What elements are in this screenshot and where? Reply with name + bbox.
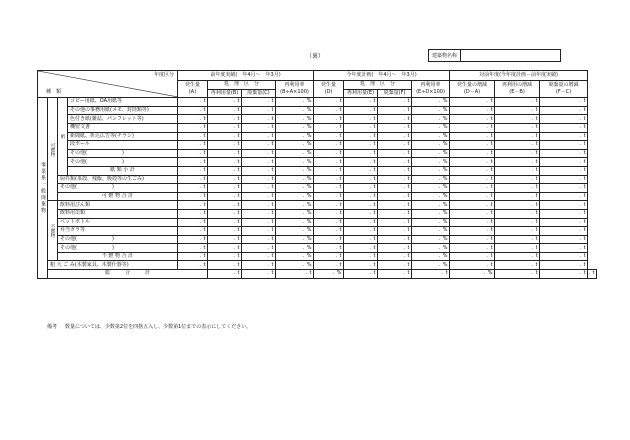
value-cell-diff-gen[interactable]: . t [450,218,495,227]
value-cell-diff-dis[interactable]: . t [540,106,588,115]
value-cell-recycle-e[interactable]: . t [344,175,378,184]
rate-prev-header: 再利用率 (B÷A×100) [276,81,314,98]
value-cell-diff-rec[interactable]: . t [495,192,540,201]
value-cell-gen-d[interactable]: . t [314,192,344,201]
value-cell-diff-rec[interactable]: . t [495,149,540,158]
value-cell-recycle-b[interactable]: . t [208,218,242,227]
value-cell-diff-rec[interactable]: . t [495,166,540,175]
value-cell-rate-prev[interactable]: . % [276,201,314,210]
row-label: コピー用紙、OA用紙等 [68,98,178,107]
value-cell-disposal-c[interactable]: . t [242,201,276,210]
value-cell-disposal-f[interactable]: . t [378,235,412,244]
value-cell-disposal-f[interactable]: . t [378,123,412,132]
value-cell-recycle-b[interactable]: . t [208,227,242,236]
value-cell-disposal-c[interactable]: . t [242,166,276,175]
value-cell-disposal-c[interactable]: . t [242,141,276,150]
row-label: 弁当ガラ等 [58,227,178,236]
value-cell-rate-curr[interactable]: . % [412,141,450,150]
value-cell-disposal-f[interactable]: . t [378,166,412,175]
value-cell-diff-gen[interactable]: . t [495,270,540,279]
value-cell-gen-d[interactable]: . t [314,123,344,132]
noncombustible-total-label: 不 燃 物 合 計 [58,252,178,261]
value-cell-recycle-b[interactable]: . t [208,252,242,261]
value-cell-recycle-e[interactable]: . t [344,132,378,141]
value-cell-disposal-c[interactable]: . t [242,218,276,227]
value-cell-diff-dis[interactable]: . t [540,261,588,270]
value-cell-gen-a[interactable]: . t [178,123,208,132]
corner-type-label: 種 類 [46,89,62,96]
value-cell-disposal-c[interactable]: . t [242,132,276,141]
value-cell-recycle-b[interactable]: . t [208,201,242,210]
value-cell-gen-a[interactable]: . t [178,261,208,270]
value-cell-diff-dis[interactable]: . t [540,235,588,244]
proc-curr-header: 処 理 区 分 [344,81,412,90]
value-cell-gen-a[interactable]: . t [178,132,208,141]
value-cell-disposal-f[interactable]: . t [378,252,412,261]
value-cell-recycle-e[interactable]: . t [344,218,378,227]
value-cell-recycle-b[interactable]: . t [208,235,242,244]
value-cell-disposal-c[interactable]: . t [242,192,276,201]
value-cell-rate-curr[interactable]: . % [412,209,450,218]
value-cell-disposal-c[interactable]: . t [242,106,276,115]
value-cell-rate-curr[interactable]: . % [412,192,450,201]
row-label: その他( ) [68,149,178,158]
value-cell-recycle-b[interactable]: . t [208,184,242,193]
value-cell-diff-dis[interactable]: . t [540,166,588,175]
value-cell-gen-a[interactable]: . t [178,106,208,115]
value-cell-rate-prev[interactable]: . % [276,115,314,124]
disposal-f-header: 廃棄量(F) [378,89,412,98]
value-cell-diff-rec[interactable]: . t [495,218,540,227]
value-cell-rate-prev[interactable]: . % [276,218,314,227]
value-cell-diff-gen[interactable]: . t [450,244,495,253]
row-label: その他の事務用紙(メモ、封筒類等) [68,106,178,115]
value-cell-disposal-f[interactable]: . t [378,244,412,253]
row-label: 厨芥類(茶殻、残飯、吸殻等の生ごみ) [58,175,178,184]
value-cell-rate-curr[interactable]: . % [412,201,450,210]
value-cell-diff-dis[interactable]: . t [540,123,588,132]
value-cell-diff-gen[interactable]: . t [450,166,495,175]
value-cell-recycle-e[interactable]: . t [344,235,378,244]
value-cell-disposal-f[interactable]: . t [378,149,412,158]
value-cell-recycle-e[interactable]: . t [344,115,378,124]
value-cell-diff-rec[interactable]: . t [495,227,540,236]
value-cell-diff-dis[interactable]: . t [540,227,588,236]
row-label: 飲料用缶類 [58,209,178,218]
value-cell-rate-curr[interactable]: . % [412,218,450,227]
value-cell-disposal-f[interactable]: . t [378,227,412,236]
value-cell-diff-rec[interactable]: . t [495,235,540,244]
value-cell-rate-prev[interactable]: . % [276,209,314,218]
value-cell-disposal-f[interactable]: . t [412,270,450,279]
value-cell-diff-dis[interactable]: . t [540,158,588,167]
value-cell-gen-a[interactable]: . t [178,98,208,107]
footnote [47,323,259,330]
value-cell-diff-gen[interactable]: . t [450,158,495,167]
value-cell-disposal-c[interactable]: . t [242,115,276,124]
value-cell-disposal-f[interactable]: . t [378,141,412,150]
value-cell-recycle-e[interactable]: . t [344,141,378,150]
value-cell-gen-a[interactable]: . t [178,209,208,218]
building-name-field[interactable] [461,50,561,62]
value-cell-disposal-c[interactable]: . t [242,123,276,132]
gen-a-header: 発生量 (A) [178,81,208,98]
value-cell-diff-rec[interactable]: . t [495,141,540,150]
row-label: 飲料用びん類 [58,201,178,210]
value-cell-rate-prev[interactable]: . % [276,192,314,201]
value-cell-diff-rec[interactable]: . t [495,209,540,218]
value-cell-rate-curr[interactable]: . % [412,244,450,253]
value-cell-diff-rec[interactable]: . t [495,132,540,141]
value-cell-rate-prev[interactable]: . % [276,123,314,132]
rate-curr-header: 再利用率 (E÷D×100) [412,81,450,98]
value-cell-diff-dis[interactable]: . t [540,201,588,210]
value-cell-disposal-c[interactable]: . t [242,98,276,107]
value-cell-diff-rec[interactable]: . t [540,270,588,279]
value-cell-rate-curr[interactable]: . % [412,235,450,244]
value-cell-rate-curr[interactable]: . % [412,115,450,124]
value-cell-gen-d[interactable]: . t [314,201,344,210]
value-cell-gen-d[interactable]: . t [314,115,344,124]
row-label: その他( ) [58,235,178,244]
value-cell-recycle-e[interactable]: . t [344,209,378,218]
footnote-label: 備考 [47,324,58,330]
value-cell-disposal-c[interactable]: . t [242,158,276,167]
value-cell-gen-a[interactable]: . t [178,175,208,184]
value-cell-rate-prev[interactable]: . % [276,235,314,244]
value-cell-diff-dis[interactable]: . t [540,175,588,184]
value-cell-recycle-e[interactable]: . t [344,166,378,175]
value-cell-recycle-b[interactable]: . t [208,123,242,132]
value-cell-diff-rec[interactable]: . t [495,115,540,124]
row-label: 段ボール [68,141,178,150]
value-cell-rate-curr[interactable]: . % [412,158,450,167]
value-cell-diff-rec[interactable]: . t [495,252,540,261]
value-cell-gen-a[interactable]: . t [178,184,208,193]
value-cell-gen-d[interactable]: . t [314,158,344,167]
value-cell-recycle-e[interactable]: . t [378,270,412,279]
value-cell-diff-gen[interactable]: . t [450,175,495,184]
waste-report-table [37,70,597,279]
value-cell-recycle-e[interactable]: . t [344,158,378,167]
recycle-b-header: 再利用量(B) [208,89,242,98]
value-cell-gen-a[interactable]: . t [178,158,208,167]
value-cell-diff-rec[interactable]: . t [495,106,540,115]
diff-rec-header: 再利用の増減 (E－B) [495,81,540,98]
value-cell-diff-rec[interactable]: . t [495,201,540,210]
value-cell-rate-curr[interactable]: . % [412,227,450,236]
value-cell-gen-a[interactable]: . t [178,192,208,201]
value-cell-rate-curr[interactable]: . % [412,149,450,158]
footnote-text: 数量については、少数第2位を四捨五入し、少数第1位までの表示にしてください。 [65,324,252,330]
value-cell-gen-d[interactable]: . t [314,149,344,158]
gen-d-header: 発生量 (D) [314,81,344,98]
value-cell-diff-gen[interactable]: . t [450,141,495,150]
value-cell-gen-d[interactable]: . t [314,218,344,227]
row-label: 新聞紙、折込広告等(チラシ) [68,132,178,141]
value-cell-recycle-b[interactable]: . t [208,192,242,201]
value-cell-rate-prev[interactable]: . % [276,166,314,175]
value-cell-recycle-b[interactable]: . t [208,98,242,107]
value-cell-recycle-e[interactable]: . t [344,252,378,261]
value-cell-gen-d[interactable]: . t [314,209,344,218]
value-cell-gen-d[interactable]: . t [314,132,344,141]
value-cell-recycle-b[interactable]: . t [208,175,242,184]
value-cell-diff-dis[interactable]: . t [540,192,588,201]
value-cell-gen-d[interactable]: . t [314,252,344,261]
value-cell-diff-dis[interactable]: . t [540,115,588,124]
value-cell-recycle-e[interactable]: . t [344,123,378,132]
value-cell-gen-a[interactable]: . t [178,201,208,210]
value-cell-gen-a[interactable]: . t [178,218,208,227]
value-cell-gen-a[interactable]: . t [178,141,208,150]
value-cell-recycle-b[interactable]: . t [242,270,276,279]
value-cell-diff-dis[interactable]: . t [540,184,588,193]
value-cell-disposal-f[interactable]: . t [378,261,412,270]
value-cell-disposal-f[interactable]: . t [378,106,412,115]
value-cell-gen-d[interactable]: . t [314,141,344,150]
value-cell-disposal-c[interactable]: . t [276,270,314,279]
value-cell-rate-curr[interactable]: . % [412,106,450,115]
paper-group: 紙 [58,98,68,175]
value-cell-rate-curr[interactable]: . % [412,184,450,193]
value-cell-disposal-c[interactable]: . t [242,227,276,236]
value-cell-disposal-c[interactable]: . t [242,175,276,184]
value-cell-rate-prev[interactable]: . % [276,261,314,270]
value-cell-rate-curr[interactable]: . % [412,252,450,261]
value-cell-diff-gen[interactable]: . t [450,132,495,141]
row-label: その他( ) [68,158,178,167]
value-cell-disposal-c[interactable]: . t [242,209,276,218]
value-cell-recycle-e[interactable]: . t [344,98,378,107]
value-cell-gen-d[interactable]: . t [314,235,344,244]
row-label: 色付き紙(雑誌、パンフレット等) [68,115,178,124]
value-cell-recycle-b[interactable]: . t [208,166,242,175]
value-cell-recycle-b[interactable]: . t [208,261,242,270]
value-cell-diff-gen[interactable]: . t [450,184,495,193]
value-cell-rate-prev[interactable]: . % [314,270,344,279]
value-cell-recycle-e[interactable]: . t [344,201,378,210]
value-cell-diff-dis[interactable]: . t [540,252,588,261]
value-cell-recycle-b[interactable]: . t [208,106,242,115]
grand-total-label: 総 合 計 [48,270,208,279]
value-cell-recycle-e[interactable]: . t [344,261,378,270]
value-cell-recycle-e[interactable]: . t [344,149,378,158]
value-cell-diff-rec[interactable]: . t [495,98,540,107]
diff-header: 対前年度(今年度計画－前年度実績) [450,71,588,81]
value-cell-gen-a[interactable]: . t [178,252,208,261]
value-cell-gen-d[interactable]: . t [314,166,344,175]
value-cell-recycle-b[interactable]: . t [208,209,242,218]
value-cell-recycle-b[interactable]: . t [208,244,242,253]
row-label: その他( ) [58,184,178,193]
value-cell-diff-dis[interactable]: . t [540,98,588,107]
header-corner [38,71,178,98]
value-cell-gen-a[interactable]: . t [178,115,208,124]
value-cell-disposal-c[interactable]: . t [242,244,276,253]
value-cell-rate-prev[interactable]: . % [276,132,314,141]
row-label: 機密文書 [68,123,178,132]
building-name-box [428,49,561,62]
bulky-waste-label: 粗 大 ご み(木製家具、木製什器等) [48,261,178,270]
value-cell-recycle-e[interactable]: . t [344,192,378,201]
value-cell-gen-d[interactable]: . t [314,227,344,236]
row-label: その他( ) [58,244,178,253]
value-cell-recycle-b[interactable]: . t [208,149,242,158]
value-cell-diff-gen[interactable]: . t [450,227,495,236]
value-cell-disposal-c[interactable]: . t [242,184,276,193]
value-cell-recycle-b[interactable]: . t [208,115,242,124]
value-cell-gen-d[interactable]: . t [344,270,378,279]
value-cell-rate-prev[interactable]: . % [276,244,314,253]
diff-gen-header: 発生量の増減 (D－A) [450,81,495,98]
value-cell-disposal-f[interactable]: . t [378,209,412,218]
value-cell-rate-prev[interactable]: . % [276,227,314,236]
value-cell-recycle-e[interactable]: . t [344,106,378,115]
value-cell-rate-prev[interactable]: . % [276,184,314,193]
proc-prev-header: 処 理 区 分 [208,81,276,90]
value-cell-rate-prev[interactable]: . % [276,175,314,184]
value-cell-rate-prev[interactable]: . % [276,98,314,107]
value-cell-rate-prev[interactable]: . % [276,158,314,167]
curr-year-header: 今年度計画( 年4月～ 年3月) [314,71,450,81]
value-cell-rate-curr[interactable]: . % [412,132,450,141]
value-cell-diff-gen[interactable]: . t [450,98,495,107]
value-cell-diff-dis[interactable]: . t [588,270,595,277]
value-cell-diff-rec[interactable]: . t [495,261,540,270]
value-cell-recycle-e[interactable]: . t [344,227,378,236]
value-cell-gen-a[interactable]: . t [178,166,208,175]
value-cell-disposal-f[interactable]: . t [378,184,412,193]
corner-year-label: 年度区分 [153,72,174,78]
paper-subtotal-label: 紙 類 小 計 [68,166,178,175]
value-cell-rate-curr[interactable]: . % [412,98,450,107]
recycle-e-header: 再利用量(E) [344,89,378,98]
value-cell-diff-dis[interactable]: . t [540,244,588,253]
value-cell-diff-rec[interactable]: . t [495,244,540,253]
value-cell-diff-gen[interactable]: . t [450,115,495,124]
value-cell-rate-curr[interactable]: . % [412,166,450,175]
value-cell-gen-d[interactable]: . t [314,106,344,115]
page-side-label: （裏） [305,53,324,60]
diff-dis-header: 廃棄量の増減 (F－C) [540,81,588,98]
value-cell-diff-gen[interactable]: . t [450,201,495,210]
value-cell-disposal-c[interactable]: . t [242,235,276,244]
value-cell-recycle-e[interactable]: . t [344,244,378,253]
value-cell-gen-d[interactable]: . t [314,261,344,270]
row-label: ペットボトル [58,218,178,227]
value-cell-diff-dis[interactable]: . t [540,149,588,158]
value-cell-disposal-f[interactable]: . t [378,218,412,227]
value-cell-diff-gen[interactable]: . t [450,235,495,244]
building-name-label: 建築物名称 [429,50,461,62]
value-cell-gen-d[interactable]: . t [314,184,344,193]
value-cell-recycle-b[interactable]: . t [208,141,242,150]
value-cell-rate-curr[interactable]: . % [412,123,450,132]
business-waste-group: 事業系一般廃棄物 [38,98,48,278]
value-cell-gen-d[interactable]: . t [314,244,344,253]
value-cell-disposal-f[interactable]: . t [378,201,412,210]
value-cell-diff-gen[interactable]: . t [450,149,495,158]
value-cell-disposal-f[interactable]: . t [378,192,412,201]
value-cell-gen-d[interactable]: . t [314,175,344,184]
value-cell-disposal-f[interactable]: . t [378,98,412,107]
value-cell-gen-a[interactable]: . t [178,227,208,236]
value-cell-rate-prev[interactable]: . % [276,106,314,115]
value-cell-diff-rec[interactable]: . t [495,158,540,167]
value-cell-disposal-f[interactable]: . t [378,175,412,184]
disposal-c-header: 廃棄量(C) [242,89,276,98]
value-cell-rate-curr[interactable]: . % [412,175,450,184]
value-cell-rate-prev[interactable]: . % [276,252,314,261]
value-cell-diff-gen[interactable]: . t [450,252,495,261]
value-cell-diff-gen[interactable]: . t [450,123,495,132]
value-cell-diff-rec[interactable]: . t [495,175,540,184]
value-cell-disposal-c[interactable]: . t [242,149,276,158]
prev-year-header: 前年度実績( 年4月～ 年3月) [178,71,314,81]
value-cell-rate-curr[interactable]: . % [450,270,495,279]
value-cell-gen-d[interactable]: . t [314,98,344,107]
value-cell-diff-dis[interactable]: . t [540,209,588,218]
value-cell-disposal-f[interactable]: . t [378,115,412,124]
value-cell-gen-a[interactable]: . t [178,149,208,158]
value-cell-diff-dis[interactable]: . t [540,218,588,227]
value-cell-disposal-c[interactable]: . t [242,261,276,270]
value-cell-rate-prev[interactable]: . % [276,141,314,150]
value-cell-disposal-f[interactable]: . t [378,132,412,141]
value-cell-recycle-e[interactable]: . t [344,184,378,193]
value-cell-diff-gen[interactable]: . t [450,209,495,218]
value-cell-diff-rec[interactable]: . t [495,184,540,193]
value-cell-diff-dis[interactable]: . t [540,141,588,150]
value-cell-disposal-f[interactable]: . t [378,158,412,167]
value-cell-recycle-b[interactable]: . t [208,132,242,141]
value-cell-gen-a[interactable]: . t [208,270,242,279]
value-cell-gen-a[interactable]: . t [178,235,208,244]
value-cell-diff-gen[interactable]: . t [450,106,495,115]
value-cell-disposal-c[interactable]: . t [242,252,276,261]
value-cell-diff-gen[interactable]: . t [450,192,495,201]
noncombustible-group: 不燃物 [48,201,58,261]
value-cell-recycle-b[interactable]: . t [208,158,242,167]
value-cell-diff-rec[interactable]: . t [495,123,540,132]
value-cell-diff-gen[interactable]: . t [450,261,495,270]
value-cell-gen-a[interactable]: . t [178,244,208,253]
combustible-group: 可燃物 [48,98,58,201]
value-cell-rate-curr[interactable]: . % [412,261,450,270]
combustible-total-label: 可 燃 物 合 計 [58,192,178,201]
value-cell-diff-dis[interactable]: . t [540,132,588,141]
value-cell-rate-prev[interactable]: . % [276,149,314,158]
